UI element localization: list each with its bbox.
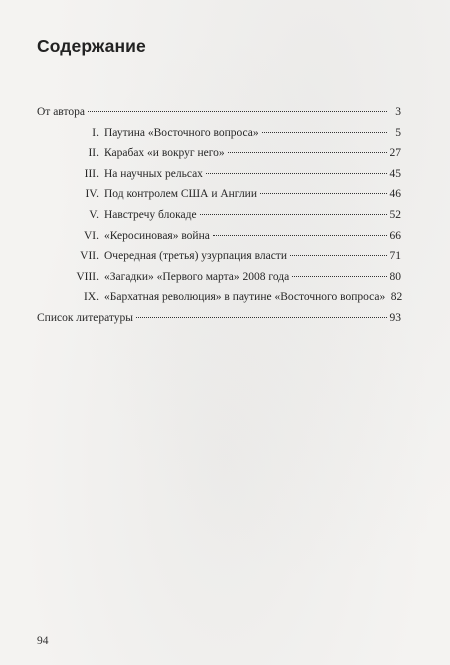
dot-leader <box>228 152 387 153</box>
chapter-number: VI. <box>83 229 99 242</box>
toc-entry-title: Под контролем США и Англии <box>104 188 257 201</box>
chapter-number: IX. <box>83 291 99 304</box>
toc-entry-title: Паутина «Восточного вопроса» <box>104 126 259 139</box>
toc-entry-title: Очередная (третья) узурпация власти <box>104 250 287 263</box>
toc-entry <box>37 287 401 308</box>
page-number: 94 <box>37 635 49 647</box>
chapter-number: VII. <box>80 250 99 263</box>
toc-entry-page: 27 <box>389 147 401 160</box>
toc-entry-title: Навстречу блокаде <box>104 208 197 221</box>
toc-entry-title: Список литературы <box>37 311 133 324</box>
toc-entry <box>37 164 401 185</box>
toc-entry-page: 46 <box>389 188 401 201</box>
dot-leader <box>213 235 387 236</box>
dot-leader <box>260 193 387 194</box>
toc-entry-title: На научных рельсах <box>104 167 203 180</box>
dot-leader <box>200 214 387 215</box>
toc-entry-page: 82 <box>390 291 403 304</box>
toc-entry-page: 5 <box>395 126 401 139</box>
toc-entry <box>37 267 401 288</box>
toc-entry-title: От автора <box>37 106 85 118</box>
dot-leader <box>206 173 387 174</box>
toc-entry-title: «Бархатная революция» в паутине «Восточного вопроса» <box>104 291 386 304</box>
toc-entry-page: 71 <box>389 250 401 263</box>
chapter-number: II. <box>88 147 99 160</box>
table-of-contents <box>37 102 401 329</box>
dot-leader <box>88 111 387 112</box>
toc-entry-page: 93 <box>389 311 401 324</box>
toc-entry-page: 52 <box>389 208 401 221</box>
toc-entry-title: «Загадки» «Первого марта» 2008 года <box>104 270 290 283</box>
toc-entry-page: 3 <box>395 106 401 118</box>
chapter-number: VIII. <box>76 270 99 283</box>
toc-entry-page: 66 <box>389 229 401 242</box>
dot-leader <box>262 132 387 133</box>
toc-entry <box>37 123 401 144</box>
dot-leader <box>292 276 387 277</box>
toc-entry <box>37 143 401 164</box>
toc-entry-page: 80 <box>389 270 401 283</box>
toc-entry <box>37 308 401 329</box>
dot-leader <box>136 317 387 318</box>
toc-entry-page: 45 <box>389 167 401 180</box>
toc-entry <box>37 184 401 205</box>
chapter-number: IV. <box>85 188 99 201</box>
chapter-number: V. <box>89 208 99 221</box>
contents-heading: Содержание <box>37 36 146 56</box>
toc-entry <box>37 246 401 267</box>
toc-entry <box>37 205 401 226</box>
toc-entry <box>37 102 401 123</box>
toc-entry-title: «Керосиновая» война <box>104 229 210 242</box>
chapter-number: I. <box>92 126 99 139</box>
dot-leader <box>290 255 387 256</box>
chapter-number: III. <box>84 167 99 180</box>
toc-entry-title: Карабах «и вокруг него» <box>104 147 225 160</box>
toc-entry <box>37 226 401 247</box>
